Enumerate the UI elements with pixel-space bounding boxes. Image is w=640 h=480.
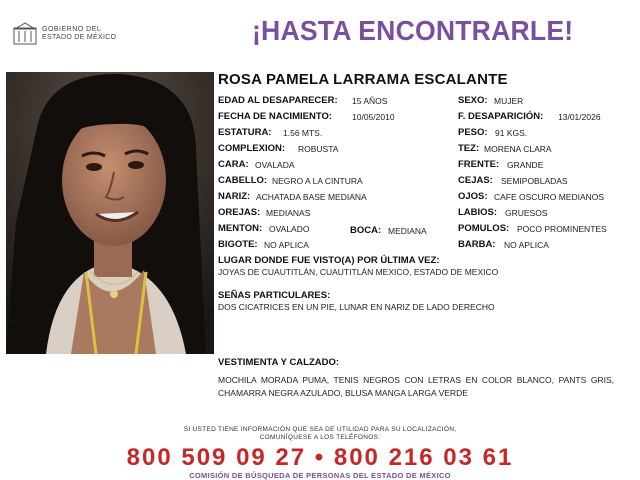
labios-label: LABIOS: <box>458 207 498 218</box>
government-logo <box>12 22 122 50</box>
cara-value: OVALADA <box>255 160 295 170</box>
complexion-value: ROBUSTA <box>298 144 339 154</box>
nariz-value: ACHATADA BASE MEDIANA <box>256 192 367 202</box>
complexion-label: COMPLEXION: <box>218 143 286 154</box>
peso-value: 91 KGS. <box>495 128 528 138</box>
gov-line1: GOBIERNO DEL <box>42 26 102 33</box>
frente-label: FRENTE: <box>458 159 500 170</box>
info-line1: SI USTED TIENE INFORMACIÓN QUE SEA DE UTILIDAD PARA SU LOCALIZACIÓN, <box>183 426 457 433</box>
tez-label: TEZ: <box>458 143 480 154</box>
orejas-value: MEDIANAS <box>266 208 311 218</box>
person-photo <box>6 72 214 354</box>
labios-value: GRUESOS <box>505 208 548 218</box>
cabello-label: CABELLO: <box>218 175 268 186</box>
cara-label: CARA: <box>218 159 249 170</box>
sexo-label: SEXO: <box>458 95 488 106</box>
menton-value: OVALADO <box>269 224 310 234</box>
ojos-value: CAFE OSCURO MEDIANOS <box>494 192 605 202</box>
vestimenta-value: MOCHILA MORADA PUMA, TENIS NEGROS CON LETRAS EN COLOR BLANCO, PANTS GRIS, CHAMARRA NEGRA AZULADO, BLUSA MANGA LARGA VERDE <box>218 375 614 398</box>
person-name: ROSA PAMELA LARRAMA ESCALANTE <box>218 71 508 88</box>
frente-value: GRANDE <box>507 160 544 170</box>
bigote-label: BIGOTE: <box>218 239 258 250</box>
edad-label: EDAD AL DESAPARECER: <box>218 95 338 106</box>
senas-label: SEÑAS PARTICULARES: <box>218 290 331 301</box>
gov-line2: ESTADO DE MÉXICO <box>42 34 117 41</box>
boca-value: MEDIANA <box>388 226 427 236</box>
vestimenta-label: VESTIMENTA Y CALZADO: <box>218 357 340 368</box>
phone-numbers: 800 509 09 27 • 800 216 03 61 <box>126 444 514 471</box>
info-line2: COMUNÍQUESE A LOS TELÉFONOS: <box>259 434 381 441</box>
barba-label: BARBA: <box>458 239 496 250</box>
estatura-value: 1.56 MTS. <box>283 128 323 138</box>
edad-value: 15 AÑOS <box>352 96 388 106</box>
orejas-label: OREJAS: <box>218 207 261 218</box>
nacimiento-value: 10/05/2010 <box>352 112 395 122</box>
lugar-label: LUGAR DONDE FUE VISTO(A) POR ÚLTIMA VEZ: <box>218 255 440 266</box>
boca-label: BOCA: <box>350 225 382 236</box>
pomulos-value: POCO PROMINENTES <box>517 224 607 234</box>
cabello-value: NEGRO A LA CINTURA <box>272 176 363 186</box>
senas-value: DOS CICATRICES EN UN PIE, LUNAR EN NARIZ DE LADO DERECHO <box>218 302 495 312</box>
menton-label: MENTON: <box>218 223 263 234</box>
nacimiento-label: FECHA DE NACIMIENTO: <box>218 111 332 122</box>
cejas-label: CEJAS: <box>458 175 493 186</box>
lugar-value: JOYAS DE CUAUTITLÁN, CUAUTITLÁN MEXICO, ESTADO DE MEXICO <box>218 267 499 277</box>
headline: ¡HASTA ENCONTRARLE! <box>252 15 574 46</box>
state-seal-icon <box>12 22 38 46</box>
bigote-value: NO APLICA <box>264 240 309 250</box>
estatura-label: ESTATURA: <box>218 127 272 138</box>
pomulos-label: POMULOS: <box>458 223 510 234</box>
desaparicion-label: F. DESAPARICIÓN: <box>458 111 544 122</box>
footer-commission: COMISIÓN DE BÚSQUEDA DE PERSONAS DEL ESTADO DE MÉXICO <box>189 471 451 480</box>
peso-label: PESO: <box>458 127 488 138</box>
cejas-value: SEMIPOBLADAS <box>501 176 568 186</box>
sexo-value: MUJER <box>494 96 524 106</box>
ojos-label: OJOS: <box>458 191 488 202</box>
portrait-image <box>6 72 214 354</box>
tez-value: MORENA CLARA <box>484 144 552 154</box>
barba-value: NO APLICA <box>504 240 549 250</box>
nariz-label: NARIZ: <box>218 191 251 202</box>
desaparicion-value: 13/01/2026 <box>558 112 601 122</box>
